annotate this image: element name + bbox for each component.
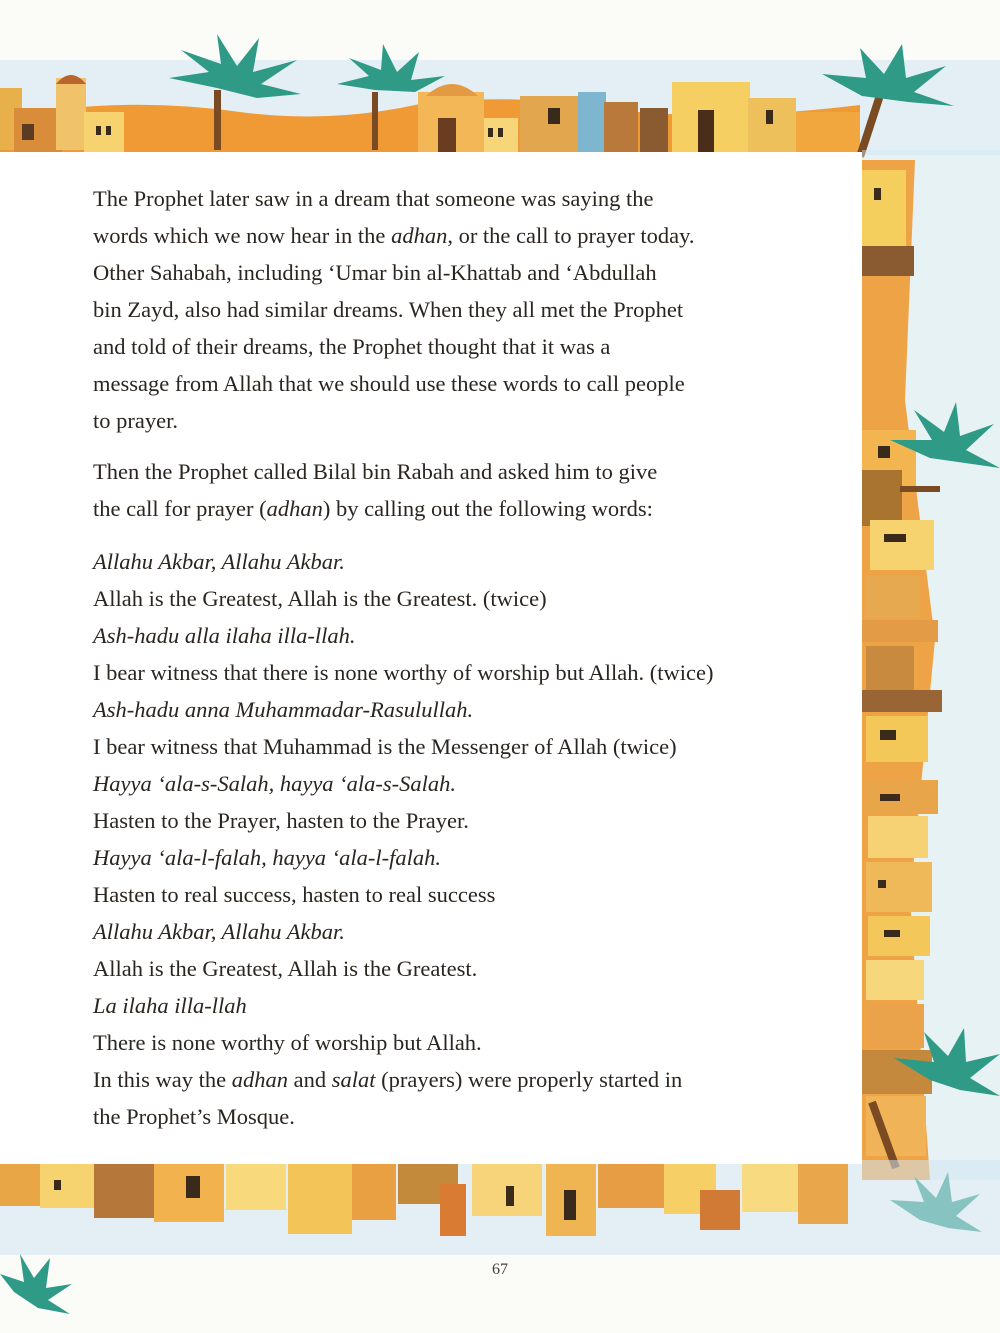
text-segment: ) by calling out the following words: <box>322 496 653 521</box>
page-number: 67 <box>492 1261 508 1278</box>
adhan-english-line: Allah is the Greatest, Allah is the Greatest. <box>93 956 478 981</box>
text-line: Then the Prophet called Bilal bin Rabah and asked him to give <box>93 459 658 484</box>
adhan-arabic-line: Allahu Akbar, Allahu Akbar. <box>93 919 345 944</box>
adhan-english-line: I bear witness that there is none worthy of worship but Allah. (twice) <box>93 660 714 685</box>
italic-term: adhan <box>266 496 323 521</box>
adhan-arabic-line: Hayya ‘ala-l-falah, hayya ‘ala-l-falah. <box>93 845 442 870</box>
text-line: Other Sahabah, including ‘Umar bin al-Khattab and ‘Abdullah <box>93 260 657 285</box>
text-segment: and <box>287 1067 332 1092</box>
italic-term: salat <box>331 1067 376 1092</box>
text-line: message from Allah that we should use these words to call people <box>93 371 685 396</box>
italic-term: adhan <box>231 1067 288 1092</box>
text-segment: the call for prayer ( <box>93 496 267 521</box>
text-block <box>93 180 838 1135</box>
adhan-words <box>93 543 838 1135</box>
paragraph-dream <box>93 180 838 439</box>
adhan-english-line: There is none worthy of worship but Allah. <box>93 1030 482 1055</box>
text-segment: , or the call to prayer today. <box>447 223 695 248</box>
text-segment: (prayers) were properly started in <box>375 1067 683 1092</box>
closing-line <box>93 1061 838 1098</box>
adhan-english-line: Hasten to the Prayer, hasten to the Prayer. <box>93 808 469 833</box>
italic-term: adhan <box>391 223 448 248</box>
paragraph-bilal <box>93 453 838 527</box>
text-line <box>93 490 838 527</box>
adhan-arabic-line: Allahu Akbar, Allahu Akbar. <box>93 549 345 574</box>
adhan-arabic-line: Ash-hadu alla ilaha illa-llah. <box>93 623 356 648</box>
adhan-arabic-line: Ash-hadu anna Muhammadar-Rasulullah. <box>93 697 474 722</box>
text-line: and told of their dreams, the Prophet thought that it was a <box>93 334 611 359</box>
adhan-english-line: Hasten to real success, hasten to real success <box>93 882 496 907</box>
text-segment: In this way the <box>93 1067 232 1092</box>
text-line: to prayer. <box>93 408 178 433</box>
adhan-arabic-line: Hayya ‘ala-s-Salah, hayya ‘ala-s-Salah. <box>93 771 457 796</box>
text-line: The Prophet later saw in a dream that someone was saying the <box>93 186 654 211</box>
adhan-arabic-line: La ilaha illa-llah <box>93 993 247 1018</box>
text-line <box>93 217 838 254</box>
adhan-english-line: Allah is the Greatest, Allah is the Greatest. (twice) <box>93 586 547 611</box>
closing-line: the Prophet’s Mosque. <box>93 1104 295 1129</box>
text-line: bin Zayd, also had similar dreams. When they all met the Prophet <box>93 297 684 322</box>
text-segment: words which we now hear in the <box>93 223 392 248</box>
adhan-english-line: I bear witness that Muhammad is the Messenger of Allah (twice) <box>93 734 677 759</box>
